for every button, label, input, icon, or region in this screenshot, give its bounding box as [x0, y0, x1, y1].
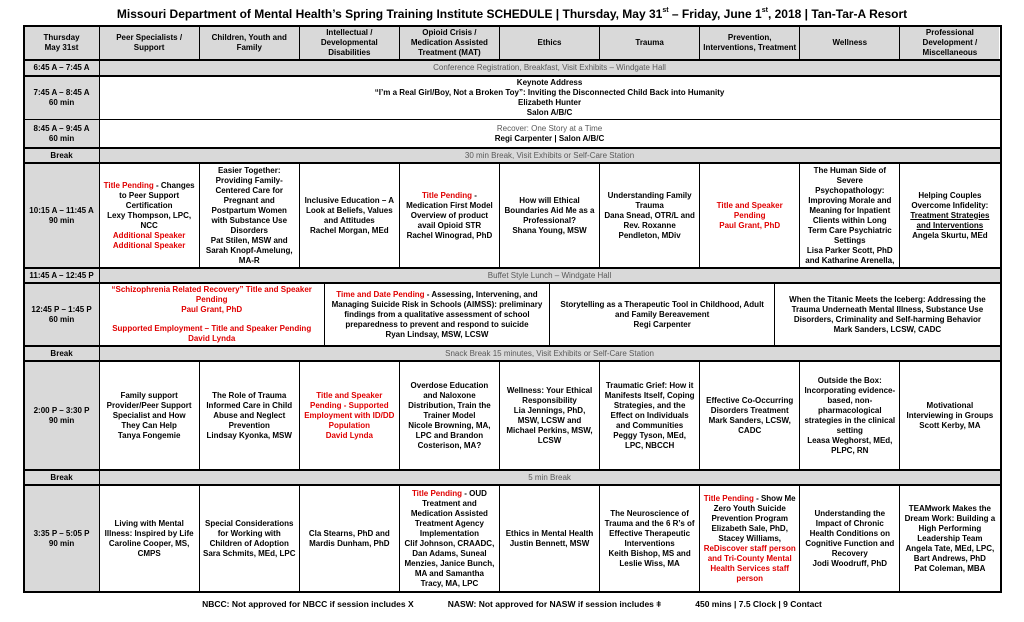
session-title: How will Ethical Boundaries Aid Me as a Professional? [504, 195, 595, 225]
session-speaker: Justin Bennett, MSW [509, 538, 590, 548]
lunch-cell: Buffet Style Lunch – Windgate Hall [99, 269, 1000, 282]
header-date-line1: Thursday [43, 33, 80, 43]
session-title: Recover: One Story at a Time [496, 123, 603, 133]
session-speaker: Elizabeth Sale, PhD, Stacey Williams, [711, 523, 788, 543]
session-speaker: Leasa Weghorst, MEd, PLPC, RN [807, 435, 893, 455]
title-superscript: st [761, 7, 768, 14]
session-title: Wellness: Your Ethical Responsibility [506, 385, 593, 405]
session-title: Easier Together: Providing Family-Centered Care for Pregnant and Postpartum Women with Substance Use Disorders [211, 165, 288, 235]
session-title: The Role of Trauma Informed Care in Child Abuse and Neglect Prevention [206, 390, 293, 430]
session-1245-schizophrenia [99, 284, 324, 345]
row-break-1 [25, 147, 1000, 162]
session-1535-peer [99, 486, 199, 591]
credit-totals: 450 mins | 7.5 Clock | 9 Contact [695, 599, 822, 610]
session-title: Helping Couples Overcome Infidelity: Treatment Strategies and Interventions [910, 190, 990, 230]
session-title: Special Considerations for Working with Children of Adoption [205, 518, 294, 548]
spacer [103, 315, 321, 324]
header-track-profdev: Professional Development / Miscellaneous [899, 27, 999, 59]
session-1015-prevention [699, 164, 799, 267]
session-title: TEAMwork Makes the Dream Work: Building a High Performing Leadership Team [904, 503, 996, 543]
session-1535-mat [399, 486, 499, 591]
session-title: Title Pending - Medication First Model Overview of product avail Opioid STR [406, 190, 493, 230]
row-break-3 [25, 469, 1000, 484]
session-1015-profdev [899, 164, 999, 267]
session-speaker: Rachel Winograd, PhD [406, 230, 493, 240]
session-1400-ethics [499, 362, 599, 469]
session-speaker: Keith Bishop, MS and Leslie Wiss, MA [608, 548, 691, 568]
session-speaker: Angela Skurtu, MEd [912, 230, 988, 240]
session-title: Motivational Interviewing in Groups [906, 400, 994, 420]
pending-label: Title Pending [421, 190, 473, 200]
additional-speaker: Additional Speaker [112, 230, 186, 240]
session-speaker: Mark Sanders, LCSW, CADC [833, 324, 942, 334]
session-title: Title Pending - Changes to Peer Support Certification [103, 180, 195, 210]
pending-label: Supported Employment – Title and Speaker Pending [112, 324, 312, 334]
row-recover [25, 119, 1000, 147]
session-1535-prevention [699, 486, 799, 591]
header-track-peer: Peer Specialists / Support [99, 27, 199, 59]
row-1015 [25, 162, 1000, 267]
title-text: Missouri Department of Mental Health’s Spring Training Institute SCHEDULE | Thursday, May 31 [116, 7, 663, 21]
session-title: Understanding Family Trauma [607, 190, 692, 210]
session-speaker: Lia Jennings, PhD, MSW, LCSW and Michael Perkins, MSW, LCSW [506, 405, 593, 445]
break-description: 5 min Break [99, 471, 1000, 484]
session-speaker: Shana Young, MSW [512, 225, 587, 235]
pending-label: Title and Speaker Pending [716, 200, 783, 220]
time-cell-lunch: 11:45 A – 12:45 P [25, 269, 99, 282]
session-1015-trauma [599, 164, 699, 267]
session-1245-storytelling [549, 284, 774, 345]
row-keynote [25, 75, 1000, 119]
break-label: Break [25, 149, 99, 162]
session-title: The Neuroscience of Trauma and the 6 R’s of Effective Therapeutic Interventions [604, 508, 695, 548]
session-title: Understanding the Impact of Chronic Health Conditions on Cognitive Function and Recovery [805, 508, 895, 558]
session-1535-trauma [599, 486, 699, 591]
session-1015-mat [399, 164, 499, 267]
session-1400-profdev [899, 362, 999, 469]
session-1015-peer [99, 164, 199, 267]
session-1245-aimss [324, 284, 549, 345]
session-speaker: Caroline Cooper, MS, CMPS [108, 538, 190, 558]
row-1400 [25, 360, 1000, 469]
time-cell-1535: 3:35 P – 5:05 P 90 min [25, 486, 99, 591]
session-1400-idd [299, 362, 399, 469]
time-cell-0845: 8:45 A – 9:45 A 60 min [25, 120, 99, 147]
session-title: Ethics in Mental Health [505, 528, 594, 538]
pending-label: Title Pending [103, 180, 154, 190]
time-cell-0745: 7:45 A – 8:45 A 60 min [25, 77, 99, 119]
session-title: Traumatic Grief: How it Manifests Itself, Coping Strategies, and the Effect on Individuals and Communities [604, 380, 695, 430]
title-superscript: st [662, 7, 669, 14]
additional-speaker: Additional Speaker [112, 240, 186, 250]
keynote-location: Salon A/B/C [526, 108, 573, 118]
session-speaker: Rachel Morgan, MEd [309, 225, 389, 235]
registration-cell: Conference Registration, Breakfast, Visit Exhibits – Windgate Hall [99, 61, 1000, 75]
session-title: Title Pending - Show Me Zero Youth Suicide Prevention Program [703, 493, 796, 523]
session-speaker: Mark Sanders, LCSW, CADC [708, 415, 791, 435]
session-1015-children [199, 164, 299, 267]
session-speaker: Lindsay Kyonka, MSW [206, 430, 292, 440]
session-title: Title Pending - OUD Treatment and Medication Assisted Treatment Agency Implementation [410, 488, 488, 538]
row-1535 [25, 484, 1000, 591]
session-1400-children [199, 362, 299, 469]
session-1535-idd [299, 486, 399, 591]
session-speaker: Pat Stilen, MSW and Sarah Knopf-Amelung, MA-R [205, 235, 293, 265]
session-speaker: Cla Stearns, PhD and Mardis Dunham, PhD [308, 528, 390, 548]
header-date-line2: May 31st [44, 43, 79, 53]
nasw-note: NASW: Not approved for NASW if session includes ǂ [447, 599, 662, 610]
session-speaker: Jodi Woodruff, PhD [812, 558, 888, 568]
session-title: The Human Side of Severe Psychopathology: Improving Morale and Meaning for Inpatient Clients within Long Term Care Psychiatric Settings [807, 165, 892, 245]
session-1535-children [199, 486, 299, 591]
pending-label: Title and Speaker Pending - Supported Employment with ID/DD Population [304, 390, 395, 430]
session-speaker: Paul Grant, PhD [181, 305, 243, 315]
session-title: Effective Co-Occurring Disorders Treatment [706, 395, 794, 415]
footer-notes [0, 599, 1024, 609]
session-speaker: Peggy Tyson, MEd, LPC, NBCCH [613, 430, 686, 450]
table-header-row [25, 27, 1000, 59]
session-speaker: Angela Tate, MEd, LPC, Bart Andrews, PhD [905, 543, 995, 563]
title-text: , 2018 | Tan-Tar-A Resort [767, 7, 908, 21]
session-speaker: Clif Johnson, CRAADC, Dan Adams, Suneal Menzies, Janice Bunch, MA and Samantha Tracy, MA, LPC [404, 538, 495, 588]
header-track-children: Children, Youth and Family [199, 27, 299, 59]
session-speaker: Regi Carpenter | Salon A/B/C [494, 133, 605, 143]
keynote-heading: Keynote Address [516, 78, 583, 88]
schedule-table [23, 25, 1002, 593]
session-1535-ethics [499, 486, 599, 591]
session-title: Overdose Education and Naloxone Distribution, Train the Trainer Model [408, 380, 491, 420]
session-1400-trauma [599, 362, 699, 469]
session-speaker: Sara Schmits, MEd, LPC [203, 548, 296, 558]
break-label: Break [25, 347, 99, 360]
row-break-2 [25, 345, 1000, 360]
session-title: When the Titanic Meets the Iceberg: Addressing the Trauma Underneath Mental Illness, Substance Use Disorders, Criminality and Self-harming Behavior [789, 294, 986, 324]
time-cell-0645: 6:45 A – 7:45 A [25, 61, 99, 75]
header-track-wellness: Wellness [799, 27, 899, 59]
pending-label: Title Pending [703, 493, 754, 503]
header-track-mat: Opioid Crisis / Medication Assisted Treatment (MAT) [399, 27, 499, 59]
session-1535-profdev [899, 486, 999, 591]
session-speaker: Dana Snead, OTR/L and Rev. Roxanne Pendleton, MDiv [604, 210, 695, 240]
break-label: Break [25, 471, 99, 484]
session-speaker: Regi Carpenter [633, 319, 691, 329]
header-track-ethics: Ethics [499, 27, 599, 59]
session-speaker: Tanya Fongemie [117, 430, 181, 440]
underlined-text: Treatment Strategies and Interventions [910, 210, 990, 230]
pending-label: “Schizophrenia Related Recovery” Title and Speaker Pending [111, 285, 312, 305]
session-1535-wellness [799, 486, 899, 591]
page-title [0, 8, 1024, 21]
session-speaker: Lexy Thompson, LPC, NCC [107, 210, 192, 230]
session-1400-peer [99, 362, 199, 469]
header-track-trauma: Trauma [599, 27, 699, 59]
session-1400-prevention [699, 362, 799, 469]
keynote-speaker: Elizabeth Hunter [517, 98, 582, 108]
time-cell-1245: 12:45 P – 1:45 P 60 min [25, 284, 99, 345]
keynote-title: “I’m a Real Girl/Boy, Not a Broken Toy”: Inviting the Disconnected Child Back into Humanity [374, 88, 725, 98]
session-speaker: Scott Kerby, MA [919, 420, 981, 430]
session-title: Family support Provider/Peer Support Specialist and How They Can Help [106, 390, 192, 430]
break-description: Snack Break 15 minutes, Visit Exhibits or Self-Care Station [99, 347, 1000, 360]
session-1400-mat [399, 362, 499, 469]
row-lunch [25, 267, 1000, 282]
session-title: Inclusive Education – A Look at Beliefs, Values and Attitudes [304, 195, 395, 225]
session-speaker: Paul Grant, PhD [719, 220, 781, 230]
session-1015-idd [299, 164, 399, 267]
session-speaker: Pat Coleman, MBA [914, 563, 986, 573]
session-1245-titanic [774, 284, 999, 345]
session-speaker: David Lynda [325, 430, 373, 440]
pending-label: Title Pending [411, 488, 463, 498]
session-title: Time and Date Pending - Assessing, Intervening, and Managing Suicide Risk in Schools (AIMSS): preliminary findings from a qualitative assessment of school preparedness to prevent and respond to suicide [331, 289, 543, 329]
session-title: Storytelling as a Therapeutic Tool in Childhood, Adult and Family Bereavement [560, 299, 764, 319]
title-text: – Friday, June 1 [668, 7, 762, 21]
time-cell-1015: 10:15 A – 11:45 A 90 min [25, 164, 99, 267]
session-speaker: Ryan Lindsay, MSW, LCSW [385, 329, 489, 339]
session-speaker: David Lynda [188, 334, 236, 344]
session-1400-wellness [799, 362, 899, 469]
session-speaker: Nicole Browning, MA, LPC and Brandon Costerison, MA? [408, 420, 491, 450]
session-1015-wellness [799, 164, 899, 267]
header-track-idd: Intellectual / Developmental Disabilities [299, 27, 399, 59]
recover-cell [99, 120, 1000, 147]
header-date [25, 27, 99, 59]
nbcc-note: NBCC: Not approved for NBCC if session includes X [202, 599, 414, 610]
session-1015-ethics [499, 164, 599, 267]
time-cell-1400: 2:00 P – 3:30 P 90 min [25, 362, 99, 469]
pending-label: Time and Date Pending [336, 289, 425, 299]
session-speaker: Lisa Parker Scott, PhD and Katharine Arenella, [805, 245, 895, 265]
row-registration [25, 59, 1000, 75]
session-speaker-pending: ReDiscover staff person and Tri-County Mental Health Services staff person [703, 543, 796, 583]
break-description: 30 min Break, Visit Exhibits or Self-Care Station [99, 149, 1000, 162]
header-track-prevention: Prevention, Interventions, Treatment [699, 27, 799, 59]
session-title: Living with Mental Illness: Inspired by Life [104, 518, 194, 538]
row-1245 [25, 282, 1000, 345]
keynote-cell [99, 77, 1000, 119]
session-title: Outside the Box: Incorporating evidence-based, non-pharmacological strategies in the clinical setting [804, 375, 896, 435]
